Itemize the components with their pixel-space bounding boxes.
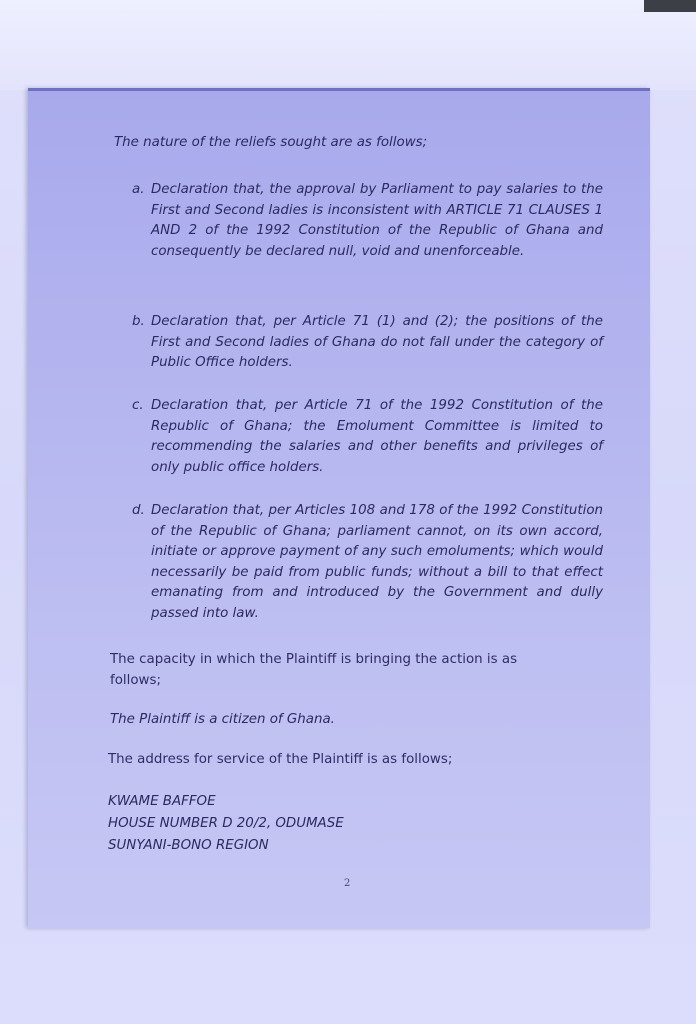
relief-letter: c. bbox=[132, 398, 144, 413]
address-heading: The address for service of the Plaintiff is as follows; bbox=[108, 752, 453, 767]
page-top-edge bbox=[28, 88, 650, 91]
relief-letter: b. bbox=[132, 314, 145, 329]
address-line-2: SUNYANI-BONO REGION bbox=[108, 838, 269, 853]
capacity-statement: The Plaintiff is a citizen of Ghana. bbox=[110, 712, 335, 727]
page-number: 2 bbox=[344, 878, 351, 889]
relief-text: Declaration that, the approval by Parliament to pay salaries to the First and Second ladies is inconsistent with ARTICLE 71 CLAUSES 1 AND 2 of the 1992 Constitution of the Republic of Ghana and consequently be declared null, void and unenforceable. bbox=[151, 182, 603, 259]
plaintiff-name: KWAME BAFFOE bbox=[108, 794, 216, 809]
corner-shadow bbox=[644, 0, 696, 12]
relief-text: Declaration that, per Article 71 of the 1992 Constitution of the Republic of Ghana; the Emolument Committee is limited to recommending the salaries and other benefits and privileges of only public office holders. bbox=[151, 398, 603, 475]
address-line-1: HOUSE NUMBER D 20/2, ODUMASE bbox=[108, 816, 344, 831]
relief-letter: a. bbox=[132, 182, 145, 197]
background-surface bbox=[0, 0, 696, 90]
relief-letter: d. bbox=[132, 503, 145, 518]
capacity-heading: The capacity in which the Plaintiff is bringing the action is as follows; bbox=[110, 652, 518, 688]
reliefs-intro: The nature of the reliefs sought are as follows; bbox=[114, 135, 428, 150]
relief-text: Declaration that, per Articles 108 and 178 of the 1992 Constitution of the Republic of Ghana; parliament cannot, on its own accord, initiate or approve payment of any such emoluments; which would necessarily be paid from public funds; without a bill to that effect emanating from and introduced by the Government and dully passed into law. bbox=[151, 503, 603, 621]
relief-text: Declaration that, per Article 71 (1) and (2); the positions of the First and Second ladies of Ghana do not fall under the category of Public Office holders. bbox=[151, 314, 603, 370]
